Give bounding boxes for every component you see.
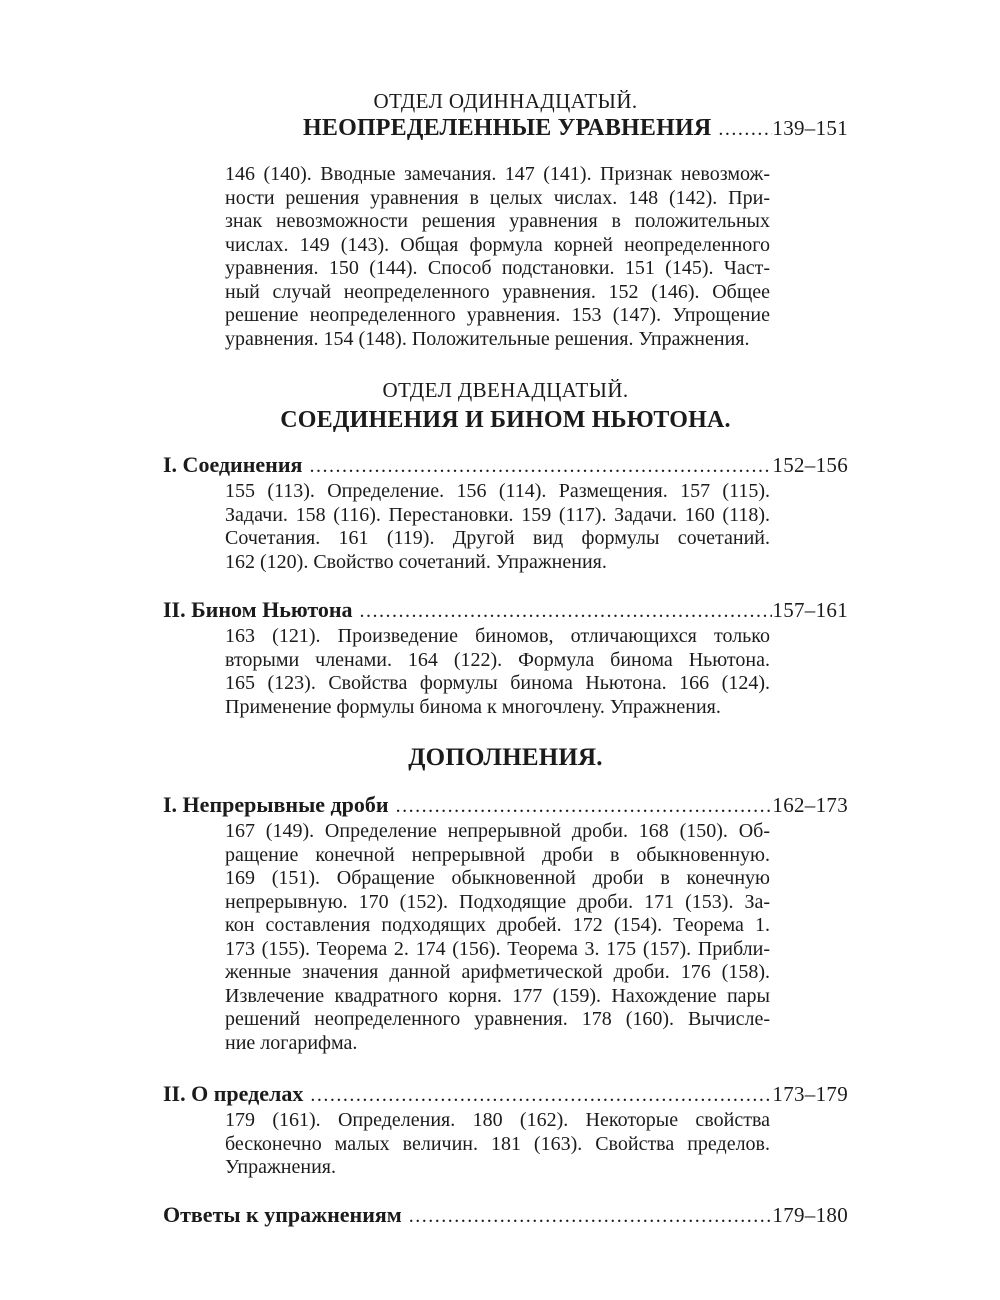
toc-paragraph-line: знак невозможности решения уравнения в положительных (225, 210, 770, 232)
page-range: 157–161 (772, 598, 848, 622)
toc-entry-label: I. Соединения (163, 452, 303, 477)
toc-paragraph (225, 480, 770, 574)
toc-paragraph-line: 155 (113). Определение. 156 (114). Размещения. 157 (115). (225, 480, 770, 502)
toc-paragraph-line: 179 (161). Определения. 180 (162). Некоторые свойства (225, 1109, 770, 1131)
toc-paragraph-line: уравнения. 150 (144). Способ подстановки. 151 (145). Част- (225, 257, 770, 279)
section-twelfth (163, 377, 848, 719)
toc-paragraph (225, 820, 770, 1055)
section-twelfth-kicker: ОТДЕЛ ДВЕНАДЦАТЫЙ. (382, 378, 629, 402)
toc-paragraph-line: 146 (140). Вводные замечания. 147 (141). Признак невозмож- (225, 163, 770, 185)
toc-paragraph-line: Извлечение квадратного корня. 177 (159). Нахождение пары (225, 984, 770, 1007)
toc-paragraph-line: решение неопределенного уравнения. 153 (147). Упрощение (225, 304, 770, 326)
toc-paragraph-line: 165 (123). Свойства формулы бинома Ньютона. 166 (124). (225, 672, 770, 694)
toc-paragraph-line: 162 (120). Свойство сочетаний. Упражнения. (225, 550, 607, 573)
toc-paragraph-line: 173 (155). Теорема 2. 174 (156). Теорема 3. 175 (157). Прибли- (225, 937, 770, 960)
toc-paragraph-line: Применение формулы бинома к многочлену. Упражнения. (225, 695, 721, 718)
toc-paragraph-line: кон составления подходящих дробей. 172 (154). Теорема 1. (225, 914, 770, 936)
toc-paragraph-line: бесконечно малых величин. 181 (163). Свойства пределов. (225, 1132, 770, 1155)
toc-paragraph-line: уравнения. 154 (148). Положительные решения. Упражнения. (225, 327, 750, 350)
toc-paragraph-line: ние логарифма. (225, 1031, 358, 1054)
dot-leader (711, 116, 772, 143)
page-range: 139–151 (772, 116, 848, 140)
section-eleventh-kicker: ОТДЕЛ ОДИННАДЦАТЫЙ. (373, 89, 638, 113)
toc-paragraph (225, 163, 770, 351)
toc-paragraph-line: 167 (149). Определение непрерывной дроби. 168 (150). Об- (225, 820, 770, 842)
toc-paragraph-line: вторыми членами. 164 (122). Формула бинома Ньютона. (225, 648, 770, 671)
toc-entry-label: Ответы к упражнениям (163, 1201, 402, 1227)
toc-paragraph (225, 1109, 770, 1180)
toc-entry-label: II. Бином Ньютона (163, 597, 353, 622)
dot-leader (389, 793, 773, 820)
toc-entry-o-predelah (163, 1080, 848, 1109)
toc-paragraph-line: непрерывную. 170 (152). Подходящие дроби. 171 (153). За- (225, 890, 770, 913)
toc-entry-answers (163, 1201, 848, 1230)
toc-paragraph-line: решений неопределенного уравнения. 178 (160). Вычисле- (225, 1008, 770, 1030)
page-range: 162–173 (772, 793, 848, 817)
page-range: 173–179 (772, 1082, 848, 1106)
toc-entry-label: II. О пределах (163, 1081, 304, 1106)
toc-entry-label: I. Непрерывные дроби (163, 792, 389, 817)
toc-entry-binom-newtona (163, 596, 848, 625)
section-additions (163, 741, 848, 1180)
section-eleventh-title: НЕОПРЕДЕЛЕННЫЕ УРАВНЕНИЯ (303, 115, 712, 141)
toc-paragraph-line: 169 (151). Обращение обыкновенной дроби в конечную (225, 867, 770, 889)
section-eleventh-title-entry (303, 115, 848, 143)
page-range: 179–180 (772, 1202, 848, 1227)
toc-paragraph-line: Сочетания. 161 (119). Другой вид формулы сочетаний. (225, 527, 770, 549)
toc-paragraph-line: числах. 149 (143). Общая формула корней неопределенного (225, 233, 770, 256)
page-range: 152–156 (772, 453, 848, 477)
toc-paragraph-line: ращение конечной непрерывной дроби в обыкновенную. (225, 843, 770, 866)
section-additions-title: ДОПОЛНЕНИЯ. (408, 744, 603, 771)
toc-paragraph-line: Задачи. 158 (116). Перестановки. 159 (117). Задачи. 160 (118). (225, 503, 770, 526)
toc-paragraph-line: Упражнения. (225, 1156, 336, 1178)
section-eleventh (163, 88, 848, 351)
toc-paragraph-line: женные значения данной арифметической дроби. 176 (158). (225, 961, 770, 983)
toc-paragraph-line: 163 (121). Произведение биномов, отличающихся только (225, 625, 770, 647)
toc-paragraph-line: ности решения уравнения в целых числах. 148 (142). При- (225, 186, 770, 209)
toc-entry-soedineniya (163, 451, 848, 480)
toc-entry-nepreryvnye-drobi (163, 791, 848, 820)
dot-leader (353, 598, 773, 625)
toc-paragraph (225, 625, 770, 719)
dot-leader (402, 1203, 773, 1230)
dot-leader (303, 1082, 772, 1109)
section-twelfth-title: СОЕДИНЕНИЯ И БИНОМ НЬЮТОНА. (280, 407, 731, 433)
dot-leader (302, 453, 772, 480)
toc-paragraph-line: ный случай неопределенного уравнения. 152 (146). Общее (225, 280, 770, 303)
